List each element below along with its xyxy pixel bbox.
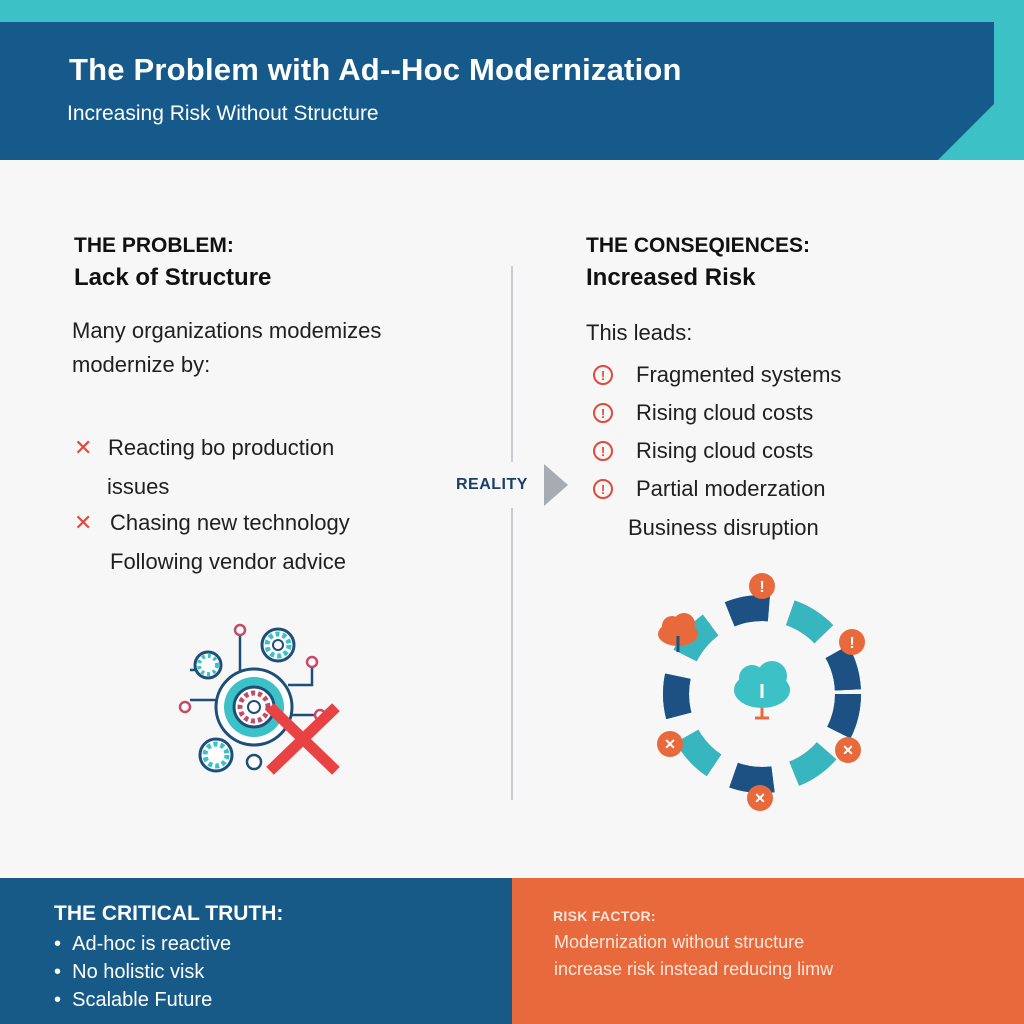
warning-icon: ! [593,365,613,385]
problem-item [74,510,350,536]
svg-text:!: ! [759,579,765,596]
risk-factor-label: RISK FACTOR: [553,908,656,924]
consequence-item-text: Fragmented systems [636,362,842,387]
critical-truth-bullet-text: Scalable Future [72,989,213,1011]
reality-label: REALITY [456,476,528,493]
problem-item-continuation: Following vendor advice [110,549,347,574]
header-banner [0,22,994,160]
critical-truth-bullet: • Scalable Future [54,989,213,1011]
svg-text:✕: ✕ [664,736,676,752]
warning-icon: ! [593,441,613,461]
consequence-item [590,438,813,464]
critical-truth-bullet: • Ad-hoc is reactive [54,933,232,955]
red-x-icon: ✕ [74,510,93,535]
consequence-item [590,476,826,502]
consequence-item-text: Partial moderzation [636,476,826,501]
column-divider [511,266,513,800]
risk-factor-text-line2: increase risk instead reducing limw [554,959,834,979]
consequence-item-text: Rising cloud costs [636,438,814,463]
top-accent-band [0,0,1024,22]
critical-truth-bullet-text: No holistic visk [72,961,205,983]
header-corner-accent [914,22,1024,160]
gears-network-with-red-x-icon [170,615,350,785]
warning-icon: ! [593,403,613,423]
red-x-icon: ✕ [74,435,93,460]
risk-cycle-cloud-icon [648,566,876,816]
consequence-extra: Business disruption [628,515,819,540]
critical-truth-bullet: • No holistic visk [54,961,205,983]
problem-item-text: Reacting bo production [108,435,335,460]
critical-truth-bullet-text: Ad-hoc is reactive [72,933,232,955]
problem-item-continuation: issues [107,474,170,499]
critical-truth-heading: THE CRITICAL TRUTH: [54,902,284,925]
svg-text:✕: ✕ [842,742,854,758]
problem-item [74,435,334,461]
consequence-item [590,400,813,426]
svg-text:!: ! [849,635,855,652]
problem-intro [72,314,381,382]
page-title: The Problem with Ad--Hoc Modernization [69,52,682,87]
problem-intro-line1: Many organizations modemizes [72,318,382,343]
consequences-subheading: Increased Risk [586,264,756,291]
problem-heading: THE PROBLEM: [74,234,234,257]
consequence-item [590,362,841,388]
svg-text:✕: ✕ [754,790,766,806]
warning-icon: ! [593,479,613,499]
risk-factor-text-line1: Modernization without structure [554,932,805,952]
page-subtitle: Increasing Risk Without Structure [67,102,379,125]
consequences-intro: This leads: [586,320,693,345]
problem-subheading: Lack of Structure [74,264,272,291]
problem-intro-line2: modernize by: [72,352,211,377]
consequences-heading: THE CONSEQIENCES: [586,234,811,257]
consequence-item-text: Rising cloud costs [636,400,814,425]
problem-item-text: Chasing new technology [110,510,350,535]
